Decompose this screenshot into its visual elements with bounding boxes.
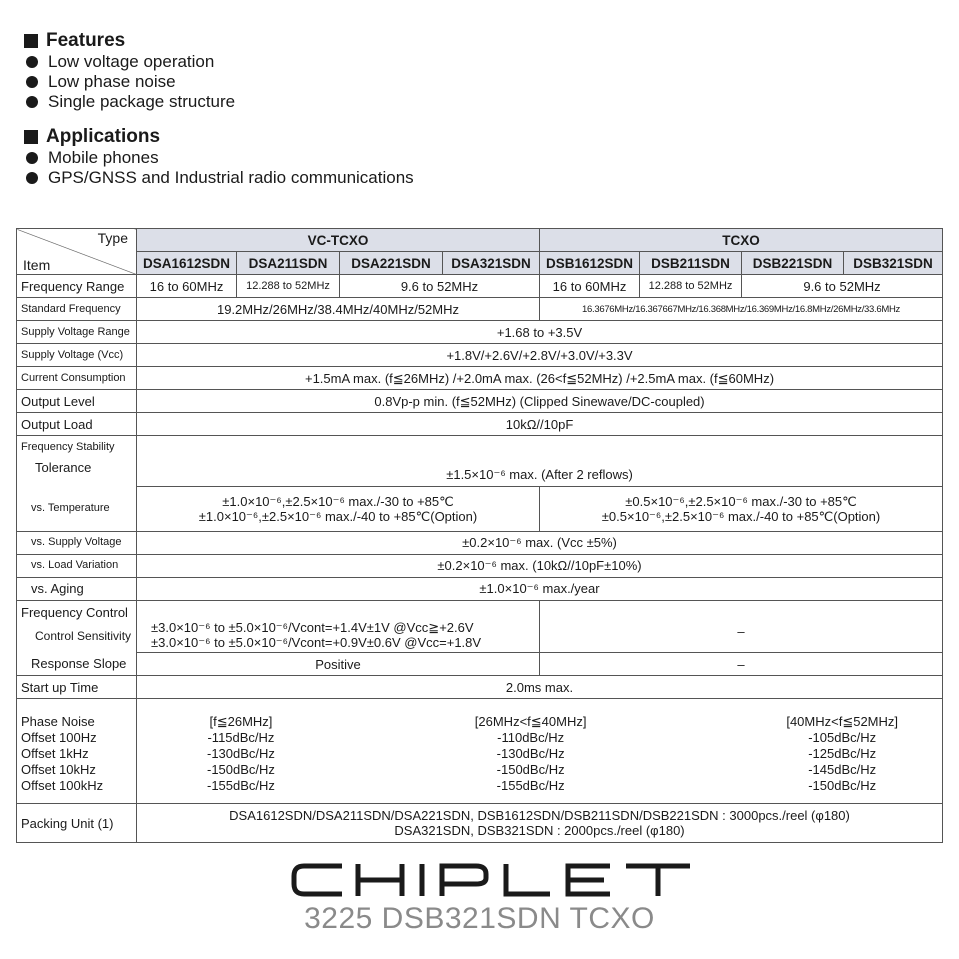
model-header: DSA211SDN [237,252,340,275]
table-cell: +1.8V/+2.6V/+2.8V/+3.0V/+3.3V [137,344,943,367]
table-row [17,298,943,321]
table-cell: 2.0ms max. [137,676,943,699]
square-bullet-icon [24,130,38,144]
table-row [17,487,943,532]
chiplet-logo [290,862,696,898]
table-cell: +1.5mA max. (f≦26MHz) /+2.0mA max. (26<f≦52MHz) /+2.5mA max. (f≦60MHz) [137,367,943,390]
applications-heading: Applications [24,126,414,148]
vctcxo-header: VC-TCXO [137,229,540,252]
model-header: DSA321SDN [443,252,540,275]
table-row [17,413,943,436]
product-subtitle: 3225 DSB321SDN TCXO [304,902,655,935]
table-row [17,804,943,843]
row-label: Frequency Range [17,275,137,298]
row-label: Start up Time [17,676,137,699]
table-row [17,600,943,653]
table-cell: ±0.5×10⁻⁶,±2.5×10⁻⁶ max./-30 to +85℃ ±0.5×10⁻⁶,±2.5×10⁻⁶ max./-40 to +85℃(Option) [540,487,943,532]
table-row [17,554,943,577]
feature-item: Single package structure [24,92,235,112]
table-cell: ±0.2×10⁻⁶ max. (Vcc ±5%) [137,531,943,554]
row-label: vs. Temperature [17,487,137,532]
table-cell: ±3.0×10⁻⁶ to ±5.0×10⁻⁶/Vcont=+1.4V±1V @Vcc≧+2.6V ±3.0×10⁻⁶ to ±5.0×10⁻⁶/Vcont=+0.9V±0.6V @Vcc=+1.8V [137,600,540,653]
model-header: DSB211SDN [640,252,742,275]
table-cell: 16 to 60MHz [540,275,640,298]
phase-noise-values [137,699,943,804]
features-section [24,30,235,112]
application-item: Mobile phones [24,148,414,168]
table-cell: – [540,653,943,676]
table-cell: 9.6 to 52MHz [340,275,540,298]
table-cell: DSA1612SDN/DSA211SDN/DSA221SDN, DSB1612SDN/DSB211SDN/DSB221SDN : 3000pcs./reel (φ180) DSA321SDN, DSB321SDN : 2000pcs./reel (φ180) [137,804,943,843]
row-label: vs. Aging [17,577,137,600]
bullet-icon [26,76,38,88]
row-label: Current Consumption [17,367,137,390]
features-heading: Features [24,30,235,52]
table-cell: – [540,600,943,653]
table-row [17,699,943,804]
table-cell: ±0.2×10⁻⁶ max. (10kΩ//10pF±10%) [137,554,943,577]
row-label: Frequency Stability Tolerance [17,436,137,487]
model-header: DSA221SDN [340,252,443,275]
feature-item: Low voltage operation [24,52,235,72]
application-item: GPS/GNSS and Industrial radio communications [24,168,414,188]
row-label: Output Load [17,413,137,436]
model-header: DSB1612SDN [540,252,640,275]
phase-noise-labels: Phase Noise Offset 100Hz Offset 1kHz Offset 10kHz Offset 100kHz [17,699,137,804]
table-cell: 16 to 60MHz [137,275,237,298]
bullet-icon [26,96,38,108]
phase-noise-column: [40MHz<f≦52MHz] -105dBc/Hz -125dBc/Hz -145dBc/Hz -150dBc/Hz [786,714,899,793]
row-label: Frequency Control Control Sensitivity [17,600,137,653]
table-row [17,321,943,344]
phase-noise-column: [f≦26MHz] -115dBc/Hz -130dBc/Hz -150dBc/Hz -155dBc/Hz [207,714,275,793]
row-label: Packing Unit (1) [17,804,137,843]
table-row [17,577,943,600]
table-row [17,367,943,390]
table-cell: Positive [137,653,540,676]
table-row [17,531,943,554]
table-cell: ±1.0×10⁻⁶ max./year [137,577,943,600]
table-cell: 10kΩ//10pF [137,413,943,436]
square-bullet-icon [24,34,38,48]
table-cell: 19.2MHz/26MHz/38.4MHz/40MHz/52MHz [137,298,540,321]
table-row [17,344,943,367]
row-label: vs. Supply Voltage [17,531,137,554]
table-row [17,436,943,487]
table-cell: +1.68 to +3.5V [137,321,943,344]
applications-section [24,126,414,188]
row-label: vs. Load Variation [17,554,137,577]
row-label: Supply Voltage Range [17,321,137,344]
table-cell: 16.3676MHz/16.367667MHz/16.368MHz/16.369MHz/16.8MHz/26MHz/33.6MHz [540,298,943,321]
row-label: Output Level [17,390,137,413]
table-cell: 9.6 to 52MHz [742,275,943,298]
tcxo-header: TCXO [540,229,943,252]
table-row [17,275,943,298]
bullet-icon [26,172,38,184]
row-label: Response Slope [17,653,137,676]
model-header: DSB321SDN [844,252,943,275]
table-row [17,653,943,676]
table-row [17,390,943,413]
table-cell: ±1.0×10⁻⁶,±2.5×10⁻⁶ max./-30 to +85℃ ±1.0×10⁻⁶,±2.5×10⁻⁶ max./-40 to +85℃(Option) [137,487,540,532]
model-header: DSB221SDN [742,252,844,275]
model-header: DSA1612SDN [137,252,237,275]
row-label: Supply Voltage (Vcc) [17,344,137,367]
spec-table [16,228,943,843]
table-cell: 0.8Vp-p min. (f≦52MHz) (Clipped Sinewave/DC-coupled) [137,390,943,413]
table-cell: ±1.5×10⁻⁶ max. (After 2 reflows) [137,436,943,487]
row-label: Standard Frequency [17,298,137,321]
phase-noise-column: [26MHz<f≦40MHz] -110dBc/Hz -130dBc/Hz -150dBc/Hz -155dBc/Hz [474,714,587,793]
table-row [17,676,943,699]
table-cell: 12.288 to 52MHz [237,275,340,298]
type-item-header: Type Item [17,229,137,275]
table-cell: 12.288 to 52MHz [640,275,742,298]
bullet-icon [26,152,38,164]
bullet-icon [26,56,38,68]
feature-item: Low phase noise [24,72,235,92]
